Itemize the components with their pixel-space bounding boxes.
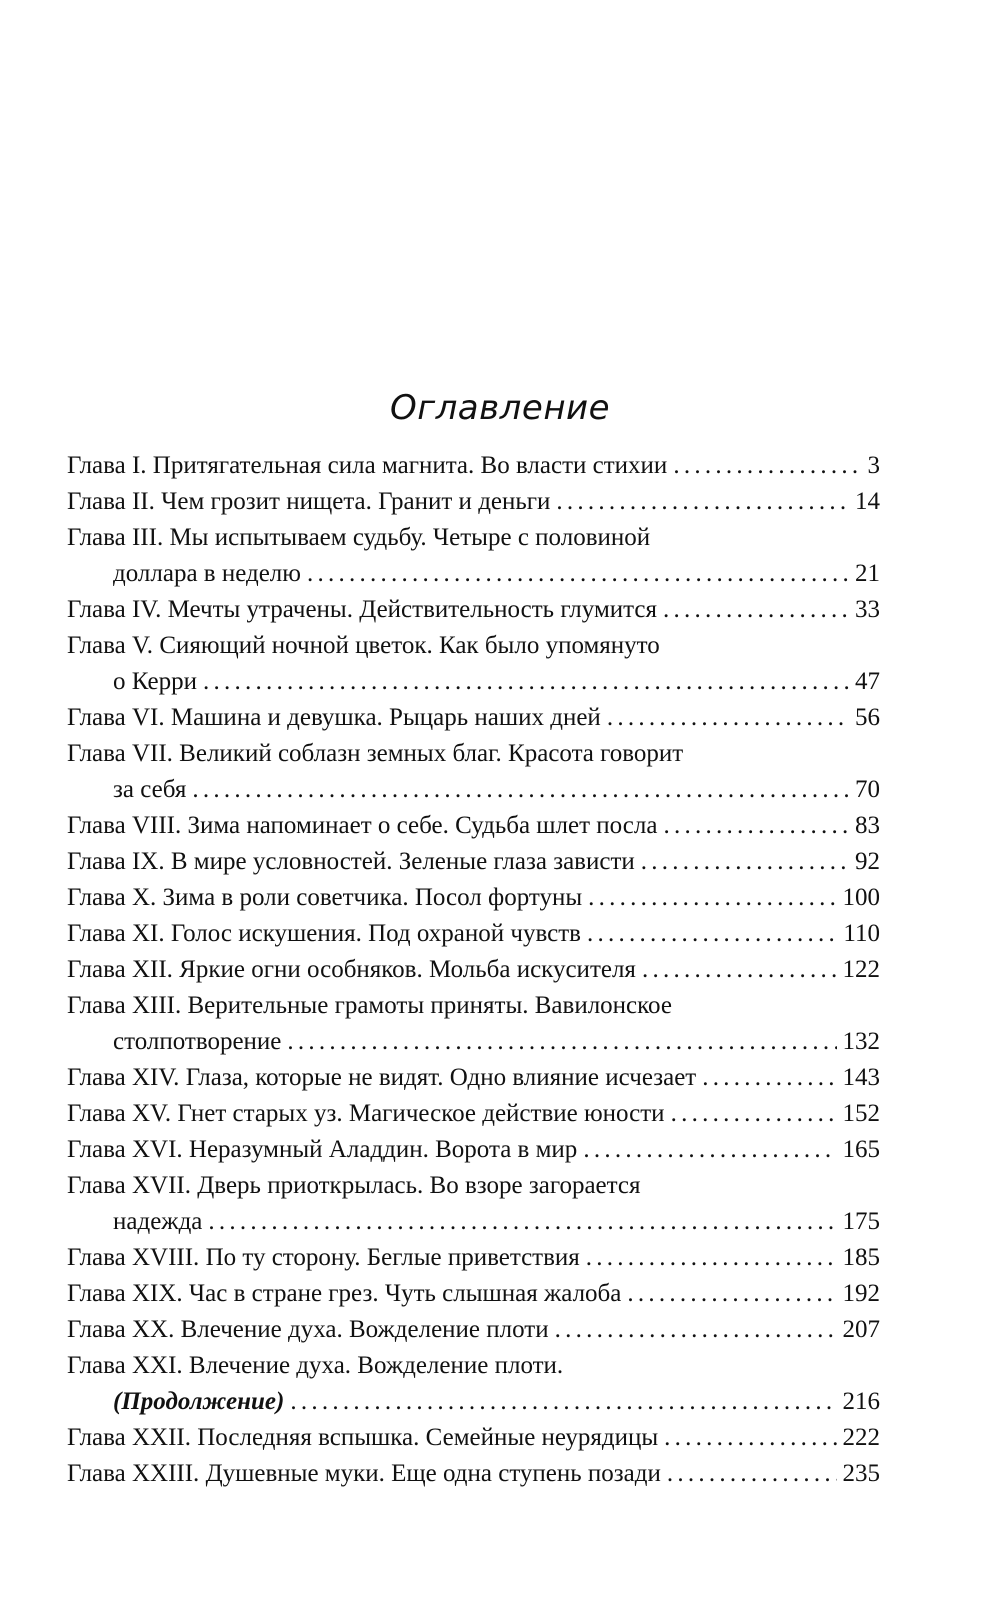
toc-chapter-title: Машина и девушка. Рыцарь наших дней: [170, 704, 601, 731]
toc-chapter-title: Зима напоминает о себе. Судьба шлет посла: [187, 812, 658, 839]
dot-leader: [307, 556, 849, 592]
toc-entry-line: [67, 1276, 880, 1312]
dot-leader: [586, 1240, 837, 1276]
page-title: Оглавление: [389, 388, 611, 428]
toc-chapter-title: Голос искушения. Под охраной чувств: [170, 920, 581, 947]
dot-leader: [627, 1276, 836, 1312]
toc-chapter-label: Глава X.: [67, 884, 157, 911]
toc-entry-line: [67, 700, 880, 736]
dot-leader: [663, 592, 849, 628]
toc-page-number: 152: [842, 1100, 880, 1127]
toc-chapter-title: Гнет старых уз. Магическое действие юности: [177, 1100, 665, 1127]
toc-entry: [67, 628, 880, 700]
toc-chapter-title: В мире условностей. Зеленые глаза зависти: [170, 848, 635, 875]
dot-leader: [587, 916, 837, 952]
toc-chapter-label: Глава XX.: [67, 1316, 175, 1343]
toc-page-number: 143: [842, 1064, 880, 1091]
toc-entry: [67, 700, 880, 736]
toc-entry: [67, 1168, 880, 1240]
toc-chapter-label: Глава IV.: [67, 596, 162, 623]
toc-entry-first-line: [67, 520, 880, 556]
toc-entry-first-line: [67, 628, 880, 664]
toc-page-number: 56: [855, 704, 880, 731]
toc-page-number: 222: [842, 1424, 880, 1451]
toc-entry-line: [67, 844, 880, 880]
toc-chapter-title: Зима в роли советчика. Посол фортуны: [162, 884, 583, 911]
toc-chapter-label: Глава XVIII.: [67, 1244, 200, 1271]
toc-chapter-label: Глава XVI.: [67, 1136, 183, 1163]
toc-chapter-title-continuation: надежда: [113, 1208, 203, 1235]
toc-entry: [67, 880, 880, 916]
dot-leader: [702, 1060, 836, 1096]
toc-entry-line: [67, 1456, 880, 1492]
toc-entry: [67, 736, 880, 808]
dot-leader: [290, 1384, 836, 1420]
toc-entry-line: [67, 1060, 880, 1096]
toc-entry-line: [67, 1096, 880, 1132]
dot-leader: [588, 880, 836, 916]
toc-page-number: 192: [842, 1280, 880, 1307]
toc-chapter-title: Яркие огни особняков. Мольба искусителя: [179, 956, 636, 983]
toc-chapter-label: Глава III.: [67, 524, 164, 551]
toc-chapter-title: Влечение духа. Вожделение плоти.: [188, 1352, 564, 1379]
toc-page-number: 14: [855, 488, 880, 515]
toc-page-number: 165: [842, 1136, 880, 1163]
toc-chapter-title: Влечение духа. Вожделение плоти: [180, 1316, 549, 1343]
dot-leader: [203, 664, 849, 700]
toc-entry-continuation-line: [67, 1204, 880, 1240]
toc-entry: [67, 484, 880, 520]
dot-leader: [664, 1420, 836, 1456]
dot-leader: [642, 952, 837, 988]
toc-entry: [67, 1456, 880, 1492]
toc-entry: [67, 1132, 880, 1168]
toc-page-number: 235: [842, 1460, 880, 1487]
dot-leader: [287, 1024, 836, 1060]
toc-chapter-title: Неразумный Аладдин. Ворота в мир: [188, 1136, 578, 1163]
toc-chapter-label: Глава XVII.: [67, 1172, 191, 1199]
dot-leader: [555, 1312, 837, 1348]
toc-chapter-label: Глава XXIII.: [67, 1460, 200, 1487]
toc-entry-line: [67, 1240, 880, 1276]
toc-chapter-title-continuation: (Продолжение): [113, 1388, 285, 1415]
toc-entry: [67, 1276, 880, 1312]
toc-page-number: 216: [842, 1388, 880, 1415]
toc-chapter-label: Глава XXII.: [67, 1424, 191, 1451]
toc-entry: [67, 520, 880, 592]
toc-page-number: 175: [842, 1208, 880, 1235]
toc-chapter-label: Глава VII.: [67, 740, 173, 767]
dot-leader: [607, 700, 849, 736]
toc-chapter-label: Глава XIV.: [67, 1064, 180, 1091]
toc-page-number: 92: [855, 848, 880, 875]
toc-chapter-label: Глава XII.: [67, 956, 173, 983]
toc-chapter-title-continuation: о Керри: [113, 668, 197, 695]
dot-leader: [641, 844, 849, 880]
toc-entry-line: [67, 484, 880, 520]
toc-entry-line: [67, 916, 880, 952]
toc-entry: [67, 592, 880, 628]
toc-chapter-title-continuation: за себя: [113, 776, 187, 803]
toc-page-number: 21: [855, 560, 880, 587]
toc-entry-first-line: [67, 988, 880, 1024]
toc-chapter-label: Глава VI.: [67, 704, 165, 731]
dot-leader: [673, 448, 861, 484]
dot-leader: [671, 1096, 837, 1132]
toc-page-number: 185: [842, 1244, 880, 1271]
toc-entry-line: [67, 1312, 880, 1348]
toc-chapter-title: Последняя вспышка. Семейные неурядицы: [197, 1424, 659, 1451]
toc-chapter-title: Верительные грамоты приняты. Вавилонское: [187, 992, 672, 1019]
toc-chapter-title: Притягательная сила магнита. Во власти стихии: [152, 452, 668, 479]
toc-entry: [67, 844, 880, 880]
toc-chapter-title: Мы испытываем судьбу. Четыре с половиной: [169, 524, 651, 551]
toc-entry-continuation-line: [67, 772, 880, 808]
toc-chapter-title: Глаза, которые не видят. Одно влияние исчезает: [185, 1064, 697, 1091]
toc-chapter-label: Глава XXI.: [67, 1352, 183, 1379]
toc-chapter-label: Глава I.: [67, 452, 147, 479]
toc-chapter-title: Великий соблазн земных благ. Красота говорит: [179, 740, 684, 767]
dot-leader: [663, 808, 849, 844]
toc-chapter-label: Глава II.: [67, 488, 155, 515]
toc-chapter-title: Час в стране грез. Чуть слышная жалоба: [188, 1280, 622, 1307]
toc-chapter-label: Глава V.: [67, 632, 154, 659]
toc-entry-continuation-line: [67, 664, 880, 700]
toc-entry: [67, 988, 880, 1060]
toc-chapter-title-continuation: столпотворение: [113, 1028, 282, 1055]
toc-entry-first-line: [67, 736, 880, 772]
toc-entry: [67, 1096, 880, 1132]
toc-page-number: 100: [842, 884, 880, 911]
toc-entry: [67, 916, 880, 952]
toc-entry: [67, 808, 880, 844]
toc-page-number: 132: [842, 1028, 880, 1055]
toc-page-number: 207: [842, 1316, 880, 1343]
toc-chapter-title: По ту сторону. Беглые приветствия: [205, 1244, 580, 1271]
toc-entry-line: [67, 808, 880, 844]
toc-page-number: 122: [842, 956, 880, 983]
toc-page-number: 110: [843, 920, 880, 947]
toc-chapter-label: Глава XV.: [67, 1100, 172, 1127]
toc-chapter-label: Глава XIX.: [67, 1280, 183, 1307]
toc-entry: [67, 1312, 880, 1348]
toc-page-number: 47: [855, 668, 880, 695]
toc-chapter-title-continuation: доллара в неделю: [113, 560, 301, 587]
toc-entry-first-line: [67, 1348, 880, 1384]
toc-entry-continuation-line: [67, 1384, 880, 1420]
toc-chapter-label: Глава XIII.: [67, 992, 182, 1019]
toc-entry-line: [67, 448, 880, 484]
dot-leader: [208, 1204, 836, 1240]
toc-page-number: 83: [855, 812, 880, 839]
toc-page-number: 3: [867, 452, 880, 479]
toc-entry-line: [67, 1132, 880, 1168]
toc-page-number: 70: [855, 776, 880, 803]
toc-chapter-label: Глава VIII.: [67, 812, 182, 839]
table-of-contents: [67, 448, 880, 1492]
toc-entry-line: [67, 880, 880, 916]
toc-chapter-title: Мечты утрачены. Действительность глумится: [167, 596, 657, 623]
toc-entry-line: [67, 1420, 880, 1456]
toc-entry-first-line: [67, 1168, 880, 1204]
toc-chapter-title: Душевные муки. Еще одна ступень позади: [205, 1460, 661, 1487]
toc-chapter-label: Глава IX.: [67, 848, 165, 875]
toc-chapter-title: Сияющий ночной цветок. Как было упомянуто: [159, 632, 660, 659]
toc-entry-continuation-line: [67, 1024, 880, 1060]
toc-entry: [67, 952, 880, 988]
toc-entry: [67, 1420, 880, 1456]
toc-entry: [67, 1348, 880, 1420]
toc-entry: [67, 1240, 880, 1276]
dot-leader: [583, 1132, 836, 1168]
toc-chapter-title: Чем грозит нищета. Гранит и деньги: [161, 488, 551, 515]
dot-leader: [667, 1456, 837, 1492]
toc-entry: [67, 1060, 880, 1096]
toc-entry-line: [67, 952, 880, 988]
toc-entry: [67, 448, 880, 484]
toc-page-number: 33: [855, 596, 880, 623]
toc-entry-line: [67, 592, 880, 628]
toc-entry-continuation-line: [67, 556, 880, 592]
dot-leader: [556, 484, 849, 520]
toc-chapter-label: Глава XI.: [67, 920, 165, 947]
toc-chapter-title: Дверь приоткрылась. Во взоре загорается: [197, 1172, 641, 1199]
dot-leader: [192, 772, 849, 808]
